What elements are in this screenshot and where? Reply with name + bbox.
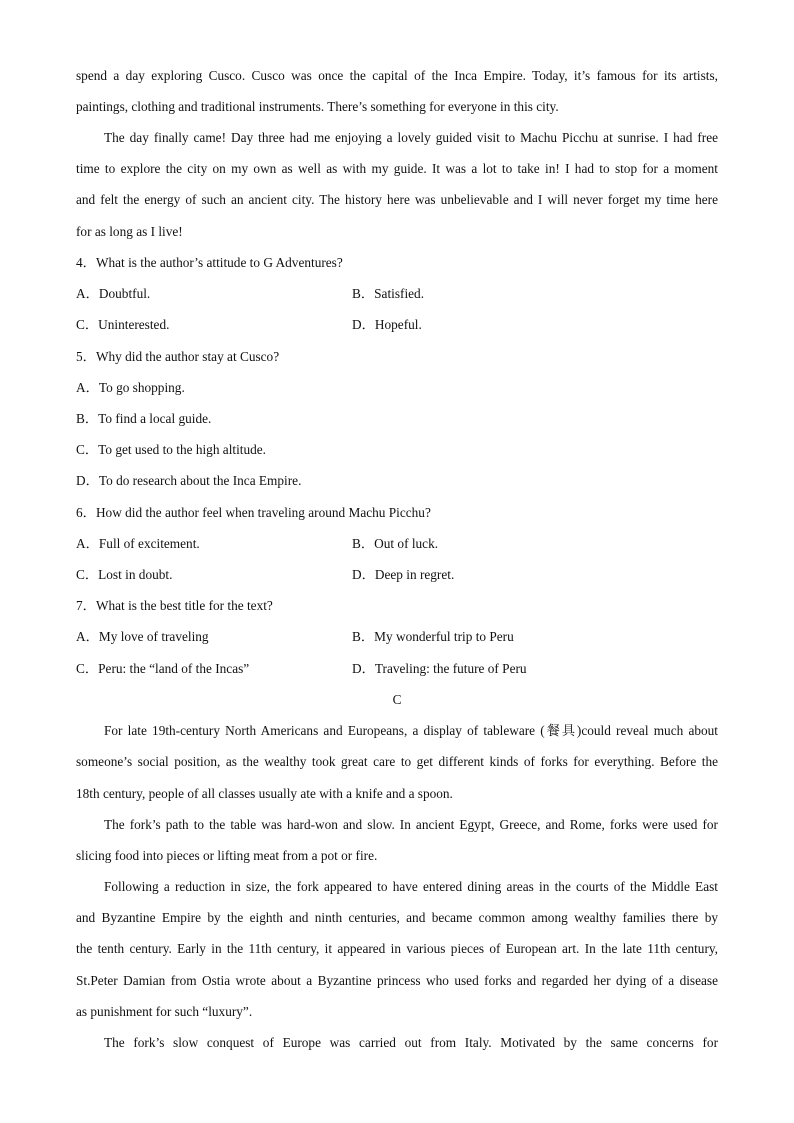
passage-line: paintings, clothing and traditional instruments. There’s something for everyone in this city. bbox=[76, 99, 559, 114]
passage-line: as punishment for such “luxury”. bbox=[76, 1004, 253, 1019]
passage-line: St.Peter Damian from Ostia wrote about a Byzantine princess who used forks and regarded her dying of a disease bbox=[76, 973, 718, 988]
answer-option: A．Doubtful. bbox=[76, 286, 151, 301]
question-stem: 6．How did the author feel when traveling around Machu Picchu? bbox=[76, 505, 431, 520]
passage-line: The fork’s slow conquest of Europe was carried out from Italy. Motivated by the same concerns for bbox=[104, 1035, 718, 1050]
answer-option: C．To get used to the high altitude. bbox=[76, 442, 266, 457]
answer-option: B．My wonderful trip to Peru bbox=[352, 629, 514, 644]
passage-line: The day finally came! Day three had me enjoying a lovely guided visit to Machu Picchu at sunrise. I had free bbox=[104, 130, 718, 145]
passage-line: 18th century, people of all classes usually ate with a knife and a spoon. bbox=[76, 786, 453, 801]
answer-option: D．Hopeful. bbox=[352, 317, 422, 332]
passage-line: spend a day exploring Cusco. Cusco was once the capital of the Inca Empire. Today, it’s famous for its artists, bbox=[76, 68, 718, 83]
answer-option: C．Uninterested. bbox=[76, 317, 170, 332]
question-stem: 5．Why did the author stay at Cusco? bbox=[76, 349, 280, 364]
passage-line: The fork’s path to the table was hard-won and slow. In ancient Egypt, Greece, and Rome, forks were used for bbox=[104, 817, 718, 832]
passage-line: the tenth century. Early in the 11th century, it appeared in various pieces of European art. In the late 11th century, bbox=[76, 941, 718, 956]
answer-option: C．Peru: the “land of the Incas” bbox=[76, 661, 250, 676]
question-stem: 4．What is the author’s attitude to G Adventures? bbox=[76, 255, 343, 270]
section-heading: C bbox=[392, 692, 402, 707]
passage-line: slicing food into pieces or lifting meat from a pot or fire. bbox=[76, 848, 378, 863]
passage-line: someone’s social position, as the wealthy took great care to get different kinds of forks for everything. Before the bbox=[76, 754, 718, 769]
passage-line: and felt the energy of such an ancient city. The history here was unbelievable and I will never forget my time here bbox=[76, 192, 718, 207]
answer-option: A．To go shopping. bbox=[76, 380, 185, 395]
passage-line: and Byzantine Empire by the eighth and ninth centuries, and became common among wealthy families there by bbox=[76, 910, 718, 925]
answer-option: A．Full of excitement. bbox=[76, 536, 200, 551]
answer-option: B．Satisfied. bbox=[352, 286, 425, 301]
answer-option: D．Traveling: the future of Peru bbox=[352, 661, 527, 676]
passage-line: For late 19th-century North Americans and Europeans, a display of tableware (餐具)could reveal much about bbox=[104, 723, 718, 738]
answer-option: D．To do research about the Inca Empire. bbox=[76, 473, 302, 488]
passage-line: time to explore the city on my own as well as with my guide. It was a lot to take in! I had to stop for a moment bbox=[76, 161, 718, 176]
passage-line: Following a reduction in size, the fork appeared to have entered dining areas in the courts of the Middle East bbox=[104, 879, 718, 894]
question-stem: 7．What is the best title for the text? bbox=[76, 598, 273, 613]
answer-option: C．Lost in doubt. bbox=[76, 567, 173, 582]
answer-option: D．Deep in regret. bbox=[352, 567, 455, 582]
answer-option: B．To find a local guide. bbox=[76, 411, 212, 426]
passage-line: for as long as I live! bbox=[76, 224, 183, 239]
answer-option: B．Out of luck. bbox=[352, 536, 439, 551]
answer-option: A．My love of traveling bbox=[76, 629, 209, 644]
